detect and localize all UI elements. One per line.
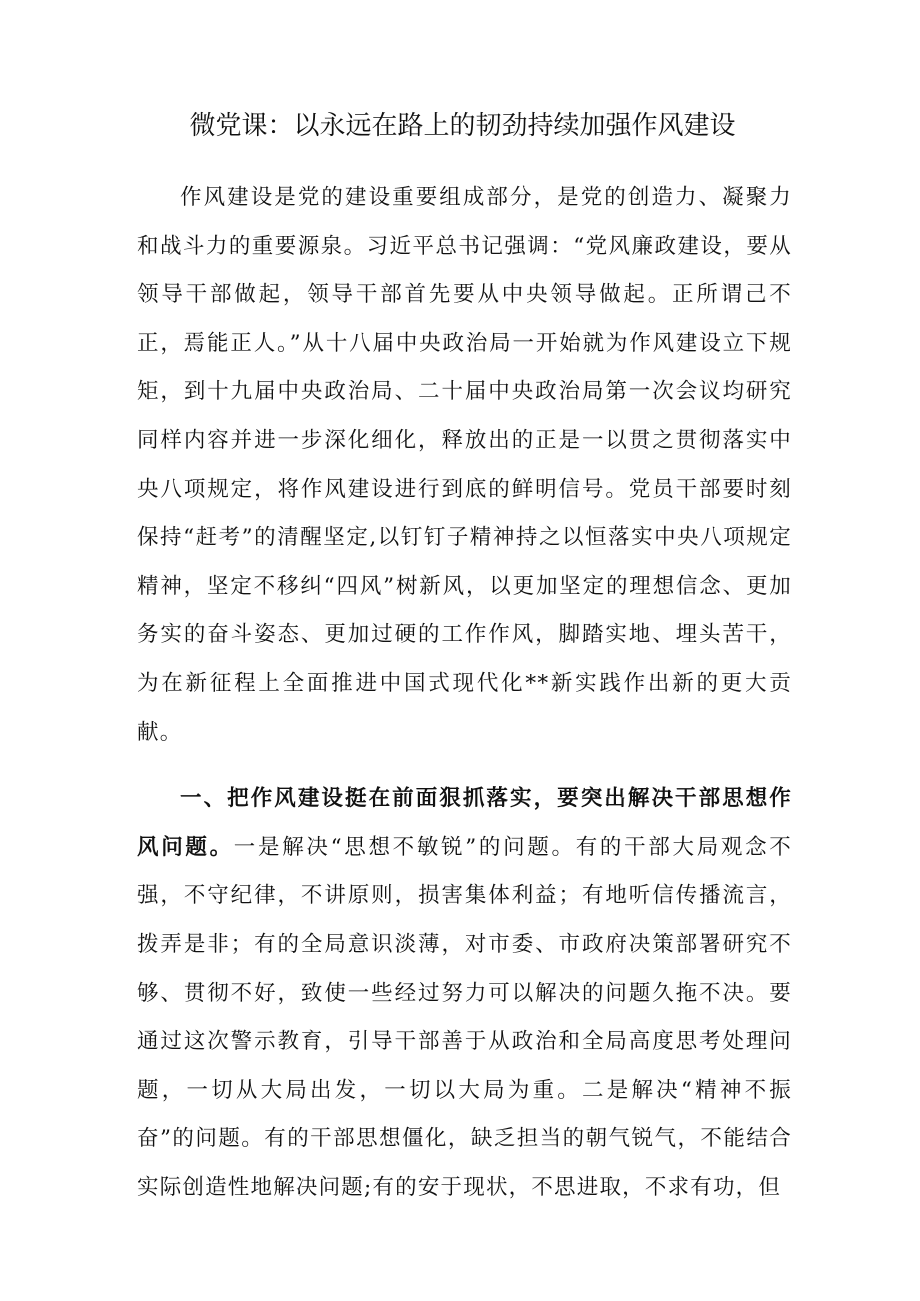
document-title: 微党课：以永远在路上的韧劲持续加强作风建设: [189, 111, 736, 141]
intro-paragraph-text: 作风建设是党的建设重要组成部分，是党的创造力、凝聚力和战斗力的重要源泉。习近平总书记强调：“党风廉政建设，要从领导干部做起，领导干部首先要从中央领导做起。正所谓己不正，焉能正人。”从十八届中央政治局一开始就为作风建设立下规矩，到十九届中央政治局、二十届中央政治局第一次会议均研究同样内容并进一步深化细化，释放出的正是一以贯之贯彻落实中央八项规定，将作风建设进行到底的鲜明信号。党员干部要时刻保持“赶考”的清醒坚定,以钉钉子精神持之以恒落实中央八项规定精神，坚定不移纠“四风”树新风，以更加坚定的理想信念、更加务实的奋斗姿态、更加过硬的工作作风，脚踏实地、埋头苦干，为在新征程上全面推进中国式现代化**新实践作出新的更大贡献。: [137, 185, 792, 745]
section-one-text: 一是解决“思想不敏锐”的问题。有的干部大局观念不强，不守纪律，不讲原则，损害集体利益；有地听信传播流言，拨弄是非；有的全局意识淡薄，对市委、市政府决策部署研究不够、贯彻不好，致使一些经过努力可以解决的问题久拖不决。要通过这次警示教育，引导干部善于从政治和全局高度思考处理问题，一切从大局出发，一切以大局为重。二是解决“精神不振奋”的问题。有的干部思想僵化，缺乏担当的朝气锐气，不能结合实际创造性地解决问题;有的安于现状，不思进取，不求有功，但: [137, 834, 792, 1200]
section-one-heading: 一、把作风建设挺在前面狠抓落实，要突出解决干部思想作风问题。: [137, 786, 792, 860]
intro-paragraph: [137, 174, 792, 757]
section-one-paragraph: [137, 775, 792, 1212]
